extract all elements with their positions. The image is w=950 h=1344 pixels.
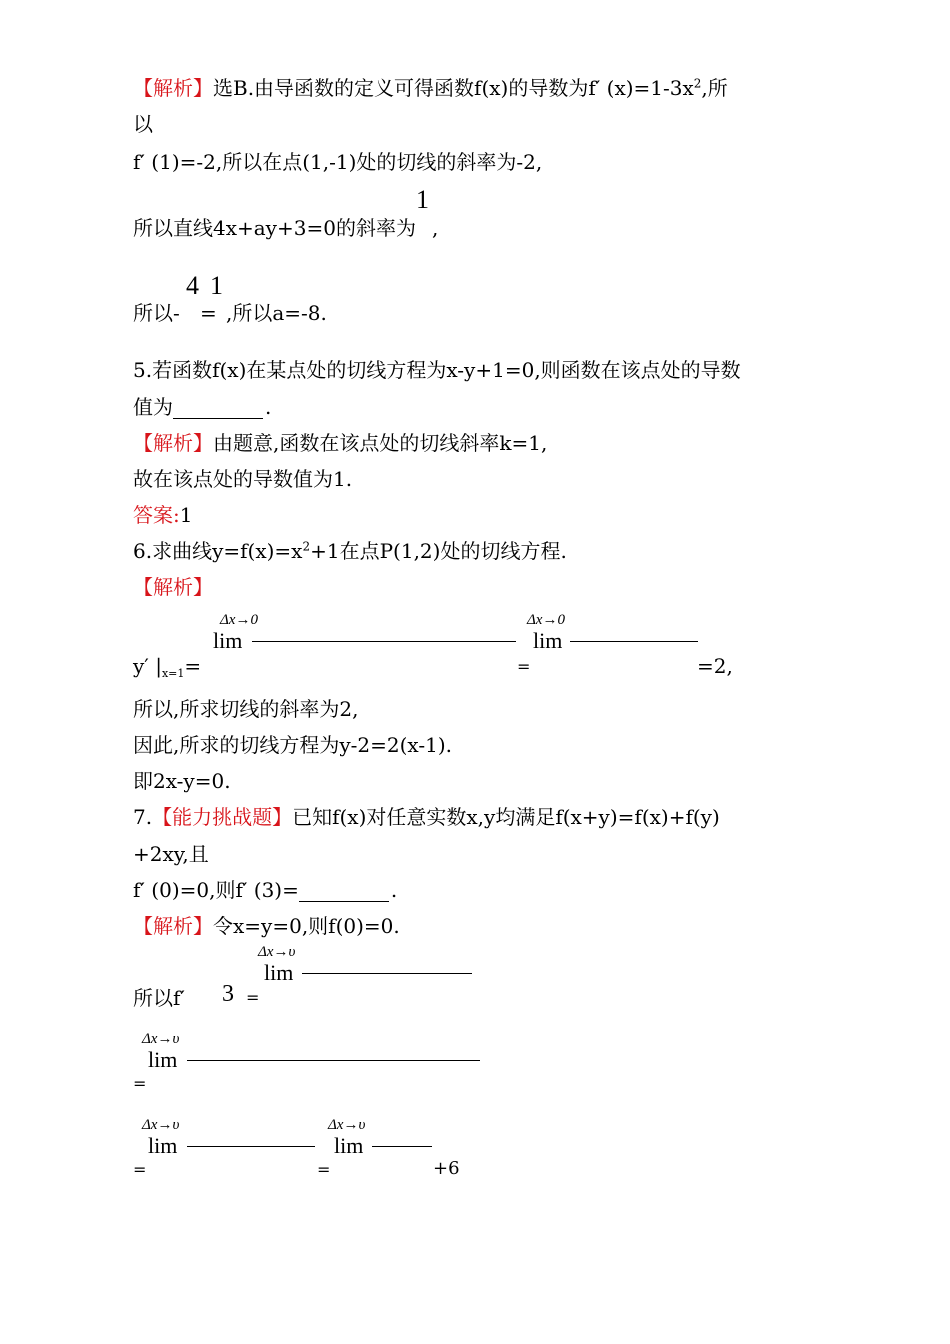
q5-line-4: 故在该点处的导数值为1. [133,467,353,491]
equals-sign-4: = [133,1074,147,1093]
limit-subscript-1: Δx→0 [220,612,258,628]
equals-sign: = [200,301,217,325]
q6-line-b: 因此,所求的切线方程为y-2=2(x-1). [133,733,452,757]
limit-subscript-5: Δx→υ [142,1117,180,1133]
p4-line-5-end: ,所以a=-8. [226,301,327,325]
q5-analysis: 【解析】由题意,函数在该点处的切线斜率k=1, [133,431,548,455]
q7-line-3: f′ (0)=0,则f′ (3)= . [133,878,398,902]
equals-sign-2: = [517,657,531,676]
p4-line-3: f′ (1)=-2,所以在点(1,-1)处的切线的斜率为-2, [133,150,543,174]
equals-sign-6: = [317,1160,331,1179]
q5-line-2: 值为 . [133,395,272,419]
limit-2: lim [533,628,563,653]
q6-line-1: 6.求曲线$y=f(x)=x^2+1$在点P(1,2)处的切线方程. [133,539,567,563]
answer-label: 答案: [133,503,180,527]
answer-blank [173,400,263,419]
equals-sign-3: = [246,988,260,1007]
equals-sign-5: = [133,1160,147,1179]
fraction-bar-1 [252,641,516,642]
fraction-bar-2 [570,641,698,642]
q5-answer: 答案:1 [133,503,193,527]
limit-subscript-3: Δx→υ [258,944,296,960]
result: =2, [697,654,733,678]
q6-line-c: 即2x-y=0. [133,769,231,793]
plus-six: +6 [433,1158,460,1179]
fraction-numerator-1: 1 [210,271,223,300]
limit-subscript-4: Δx→υ [142,1031,180,1047]
fraction-bar-3 [302,973,472,974]
limit-subscript-2: Δx→0 [527,612,565,628]
q6-analysis-label: 【解析】 [133,575,213,599]
fraction-numerator-4: 4 [186,271,199,300]
p4-line-5: 所以- [133,301,180,325]
analysis-label: 【解析】 [133,76,213,100]
q7-line-2: +2xy,且 [133,842,209,866]
p4-line-4: 所以直线4x+ay+3=0的斜率为 [133,216,416,240]
fraction-numerator: 1 [416,185,429,214]
p4-line-4-end: , [432,216,439,240]
derivative-lhs: y′ $|_{x=1}=$ [133,654,202,680]
limit-4: lim [148,1047,178,1072]
limit-3: lim [264,960,294,985]
q7-line-1: 7.【能力挑战题】已知f(x)对任意实数x,y均满足f(x+y)=f(x)+f(y) [133,805,720,829]
fraction-bar-5 [187,1146,315,1147]
limit-subscript-6: Δx→υ [328,1117,366,1133]
answer-blank-2 [299,883,389,902]
fraction-bar-6 [372,1146,432,1147]
limit-1: lim [213,628,243,653]
p4-line-1: 【解析】选B.由导函数的定义可得函数f(x)的导数为f′ $(x)=1-3x^2$,所 [133,76,728,100]
fraction-bar-4 [187,1060,480,1061]
so-f-prime: 所以f′ [133,986,185,1010]
limit-5: lim [148,1133,178,1158]
three: 3 [222,981,234,1007]
challenge-tag: 【能力挑战题】 [152,805,293,829]
q7-analysis: 【解析】令x=y=0,则f(0)=0. [133,914,400,938]
q6-line-a: 所以,所求切线的斜率为2, [133,697,359,721]
limit-6: lim [334,1133,364,1158]
p4-line-2: 以 [133,112,153,136]
q5-line-1: 5.若函数f(x)在某点处的切线方程为x-y+1=0,则函数在该点处的导数 [133,358,741,382]
